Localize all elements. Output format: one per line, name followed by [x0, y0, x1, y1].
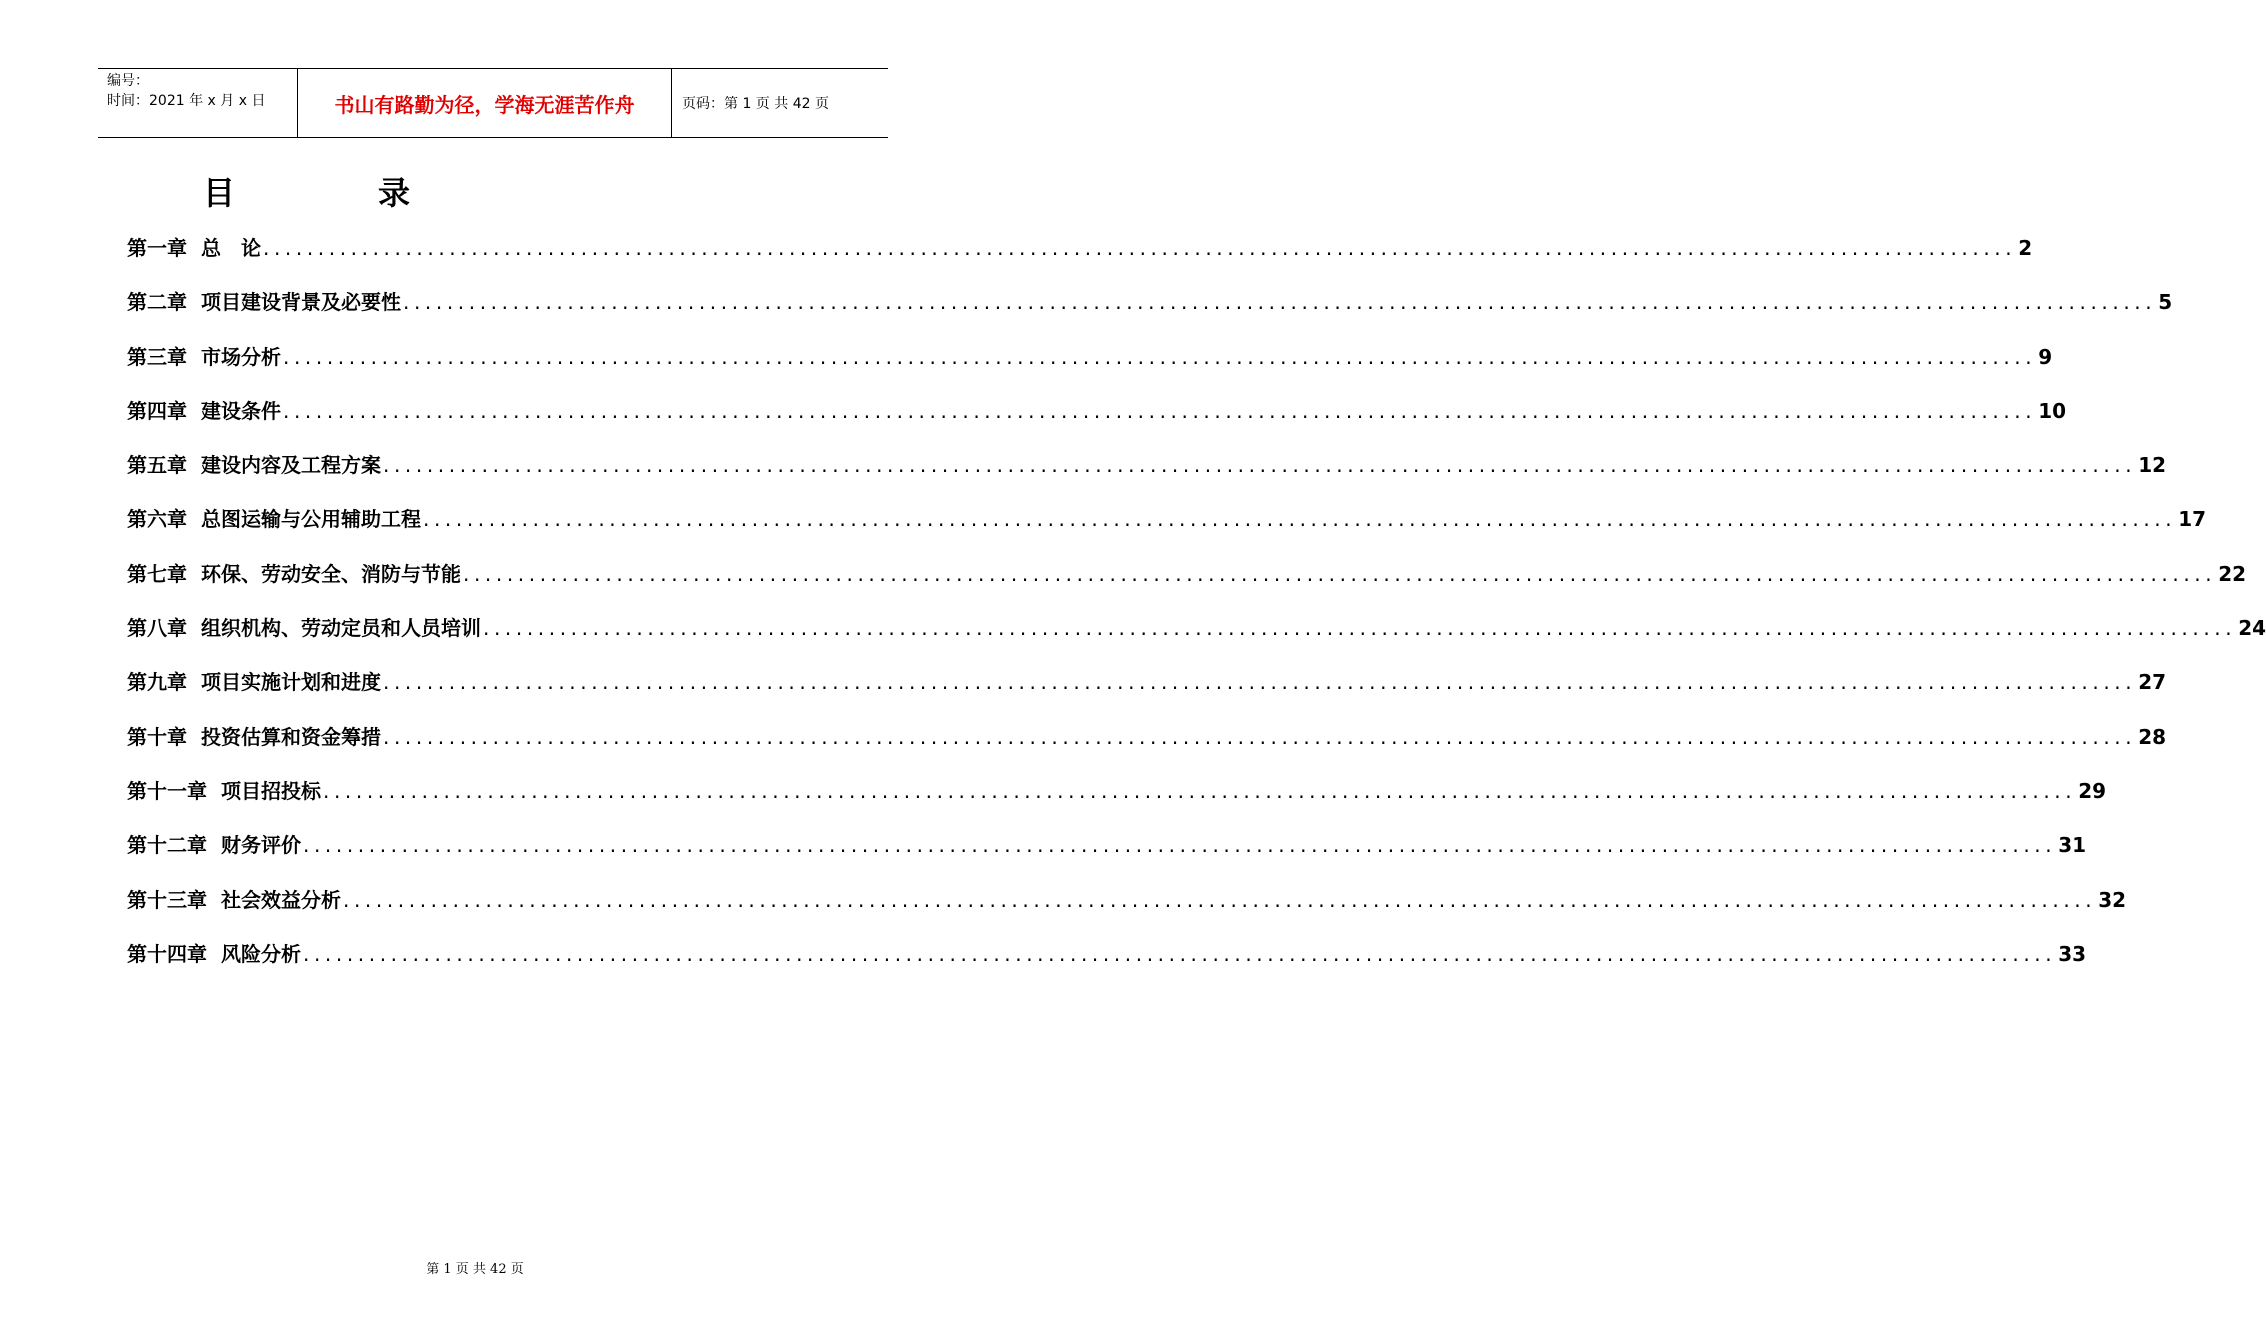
- toc-chapter-title: 总 论: [201, 236, 261, 260]
- toc-entry[interactable]: [127, 666, 2167, 720]
- toc-entry[interactable]: [127, 721, 2167, 775]
- toc-entry[interactable]: [127, 884, 2127, 938]
- toc-leader-dots: ................................................................................................................................................................: [463, 561, 2217, 586]
- toc-entry-label: [127, 666, 381, 695]
- toc-chapter-title: 社会效益分析: [221, 887, 341, 912]
- toc-leader-dots: ................................................................................................................................................................: [323, 778, 2077, 803]
- toc-chapter-title: 项目建设背景及必要性: [201, 290, 401, 315]
- toc-chapter-number: 第六章: [127, 507, 187, 532]
- toc-entry-label: [127, 341, 281, 370]
- toc-entry-label: [127, 775, 321, 804]
- toc-leader-dots: ................................................................................................................................................................: [303, 833, 2057, 858]
- toc-entry[interactable]: [127, 503, 2207, 557]
- toc-chapter-number: 第三章: [127, 344, 187, 369]
- toc-leader-dots: ................................................................................................................................................................: [283, 344, 2037, 369]
- toc-entry-label: [127, 232, 261, 261]
- toc-page-number: 29: [2078, 778, 2107, 803]
- page-header: [98, 68, 888, 138]
- toc-leader-dots: ................................................................................................................................................................: [343, 887, 2097, 912]
- toc-page-number: 28: [2138, 724, 2167, 749]
- toc-chapter-number: 第十四章: [127, 941, 207, 966]
- toc-entry-label: [127, 612, 481, 641]
- toc-entry-label: [127, 503, 421, 532]
- toc-leader-dots: ................................................................................................................................................................: [483, 616, 2237, 641]
- toc-entry[interactable]: [127, 829, 2087, 883]
- toc-entry[interactable]: [127, 775, 2107, 829]
- toc-entry[interactable]: [127, 286, 2173, 340]
- toc-chapter-title: 组织机构、劳动定员和人员培训: [201, 616, 481, 641]
- toc-page-number: 32: [2098, 887, 2127, 912]
- toc-leader-dots: ................................................................................................................................................................: [263, 236, 2017, 260]
- toc-leader-dots: ................................................................................................................................................................: [383, 670, 2137, 695]
- toc-entry-label: [127, 395, 281, 424]
- toc-page-number: 5: [2158, 290, 2173, 315]
- toc-leader-dots: ................................................................................................................................................................: [383, 453, 2137, 478]
- toc-chapter-number: 第二章: [127, 290, 187, 315]
- toc-chapter-title: 总图运输与公用辅助工程: [201, 507, 421, 532]
- toc-title-char-2: 录: [378, 174, 411, 212]
- toc-page-number: 9: [2038, 344, 2053, 369]
- toc-chapter-number: 第五章: [127, 453, 187, 478]
- toc-entry-label: [127, 829, 301, 858]
- toc-entry-label: [127, 449, 381, 478]
- toc-entry[interactable]: [127, 938, 2087, 992]
- toc-leader-dots: ................................................................................................................................................................: [423, 507, 2177, 532]
- toc-entry[interactable]: [127, 232, 2033, 286]
- toc-page-number: 24: [2238, 616, 2266, 641]
- toc-chapter-title: 风险分析: [221, 941, 301, 966]
- toc-page-number: 10: [2038, 398, 2067, 423]
- header-motto: 书山有路勤为径，学海无涯苦作舟: [298, 69, 672, 137]
- toc-page-number: 33: [2058, 941, 2087, 966]
- table-of-contents: [127, 232, 2266, 992]
- toc-chapter-title: 项目实施计划和进度: [201, 670, 381, 695]
- toc-page-number: 2: [2018, 236, 2033, 260]
- toc-page-number: 17: [2178, 507, 2207, 532]
- toc-entry[interactable]: [127, 612, 2266, 666]
- code-label: 编号：: [107, 73, 149, 89]
- toc-entry[interactable]: [127, 395, 2067, 449]
- toc-entry[interactable]: [127, 341, 2053, 395]
- toc-entry-label: [127, 884, 341, 913]
- toc-chapter-number: 第七章: [127, 561, 187, 586]
- toc-chapter-title: 建设条件: [201, 398, 281, 423]
- toc-title-char-1: 目: [203, 174, 236, 212]
- toc-leader-dots: ................................................................................................................................................................: [383, 724, 2137, 749]
- toc-entry-label: [127, 286, 401, 315]
- toc-chapter-title: 项目招投标: [221, 778, 321, 803]
- toc-chapter-number: 第十章: [127, 724, 187, 749]
- header-meta: [98, 69, 298, 137]
- time-label: 时间：2021 年 x 月 x 日: [107, 93, 266, 109]
- toc-chapter-title: 建设内容及工程方案: [201, 453, 381, 478]
- toc-leader-dots: ................................................................................................................................................................: [283, 398, 2037, 423]
- toc-leader-dots: ................................................................................................................................................................: [403, 290, 2157, 315]
- header-page-info: 页码：第 1 页 共 42 页: [682, 96, 829, 112]
- toc-chapter-number: 第十二章: [127, 833, 207, 858]
- toc-chapter-number: 第八章: [127, 616, 187, 641]
- toc-title: [0, 168, 950, 218]
- toc-chapter-number: 第四章: [127, 398, 187, 423]
- toc-entry[interactable]: [127, 449, 2167, 503]
- toc-chapter-title: 财务评价: [221, 833, 301, 858]
- toc-page-number: 22: [2218, 561, 2247, 586]
- toc-chapter-number: 第十一章: [127, 778, 207, 803]
- toc-page-number: 31: [2058, 833, 2087, 858]
- toc-page-number: 12: [2138, 453, 2167, 478]
- toc-chapter-title: 市场分析: [201, 344, 281, 369]
- toc-chapter-title: 投资估算和资金筹措: [201, 724, 381, 749]
- page-footer: 第 1 页 共 42 页: [426, 1262, 524, 1277]
- toc-entry[interactable]: [127, 558, 2247, 612]
- toc-leader-dots: ................................................................................................................................................................: [303, 941, 2057, 966]
- toc-entry-label: [127, 721, 381, 750]
- toc-chapter-title: 环保、劳动安全、消防与节能: [201, 561, 461, 586]
- toc-entry-label: [127, 938, 301, 967]
- toc-entry-label: [127, 558, 461, 587]
- toc-page-number: 27: [2138, 670, 2167, 695]
- toc-chapter-number: 第十三章: [127, 887, 207, 912]
- toc-chapter-number: 第九章: [127, 670, 187, 695]
- toc-chapter-number: 第一章: [127, 236, 187, 260]
